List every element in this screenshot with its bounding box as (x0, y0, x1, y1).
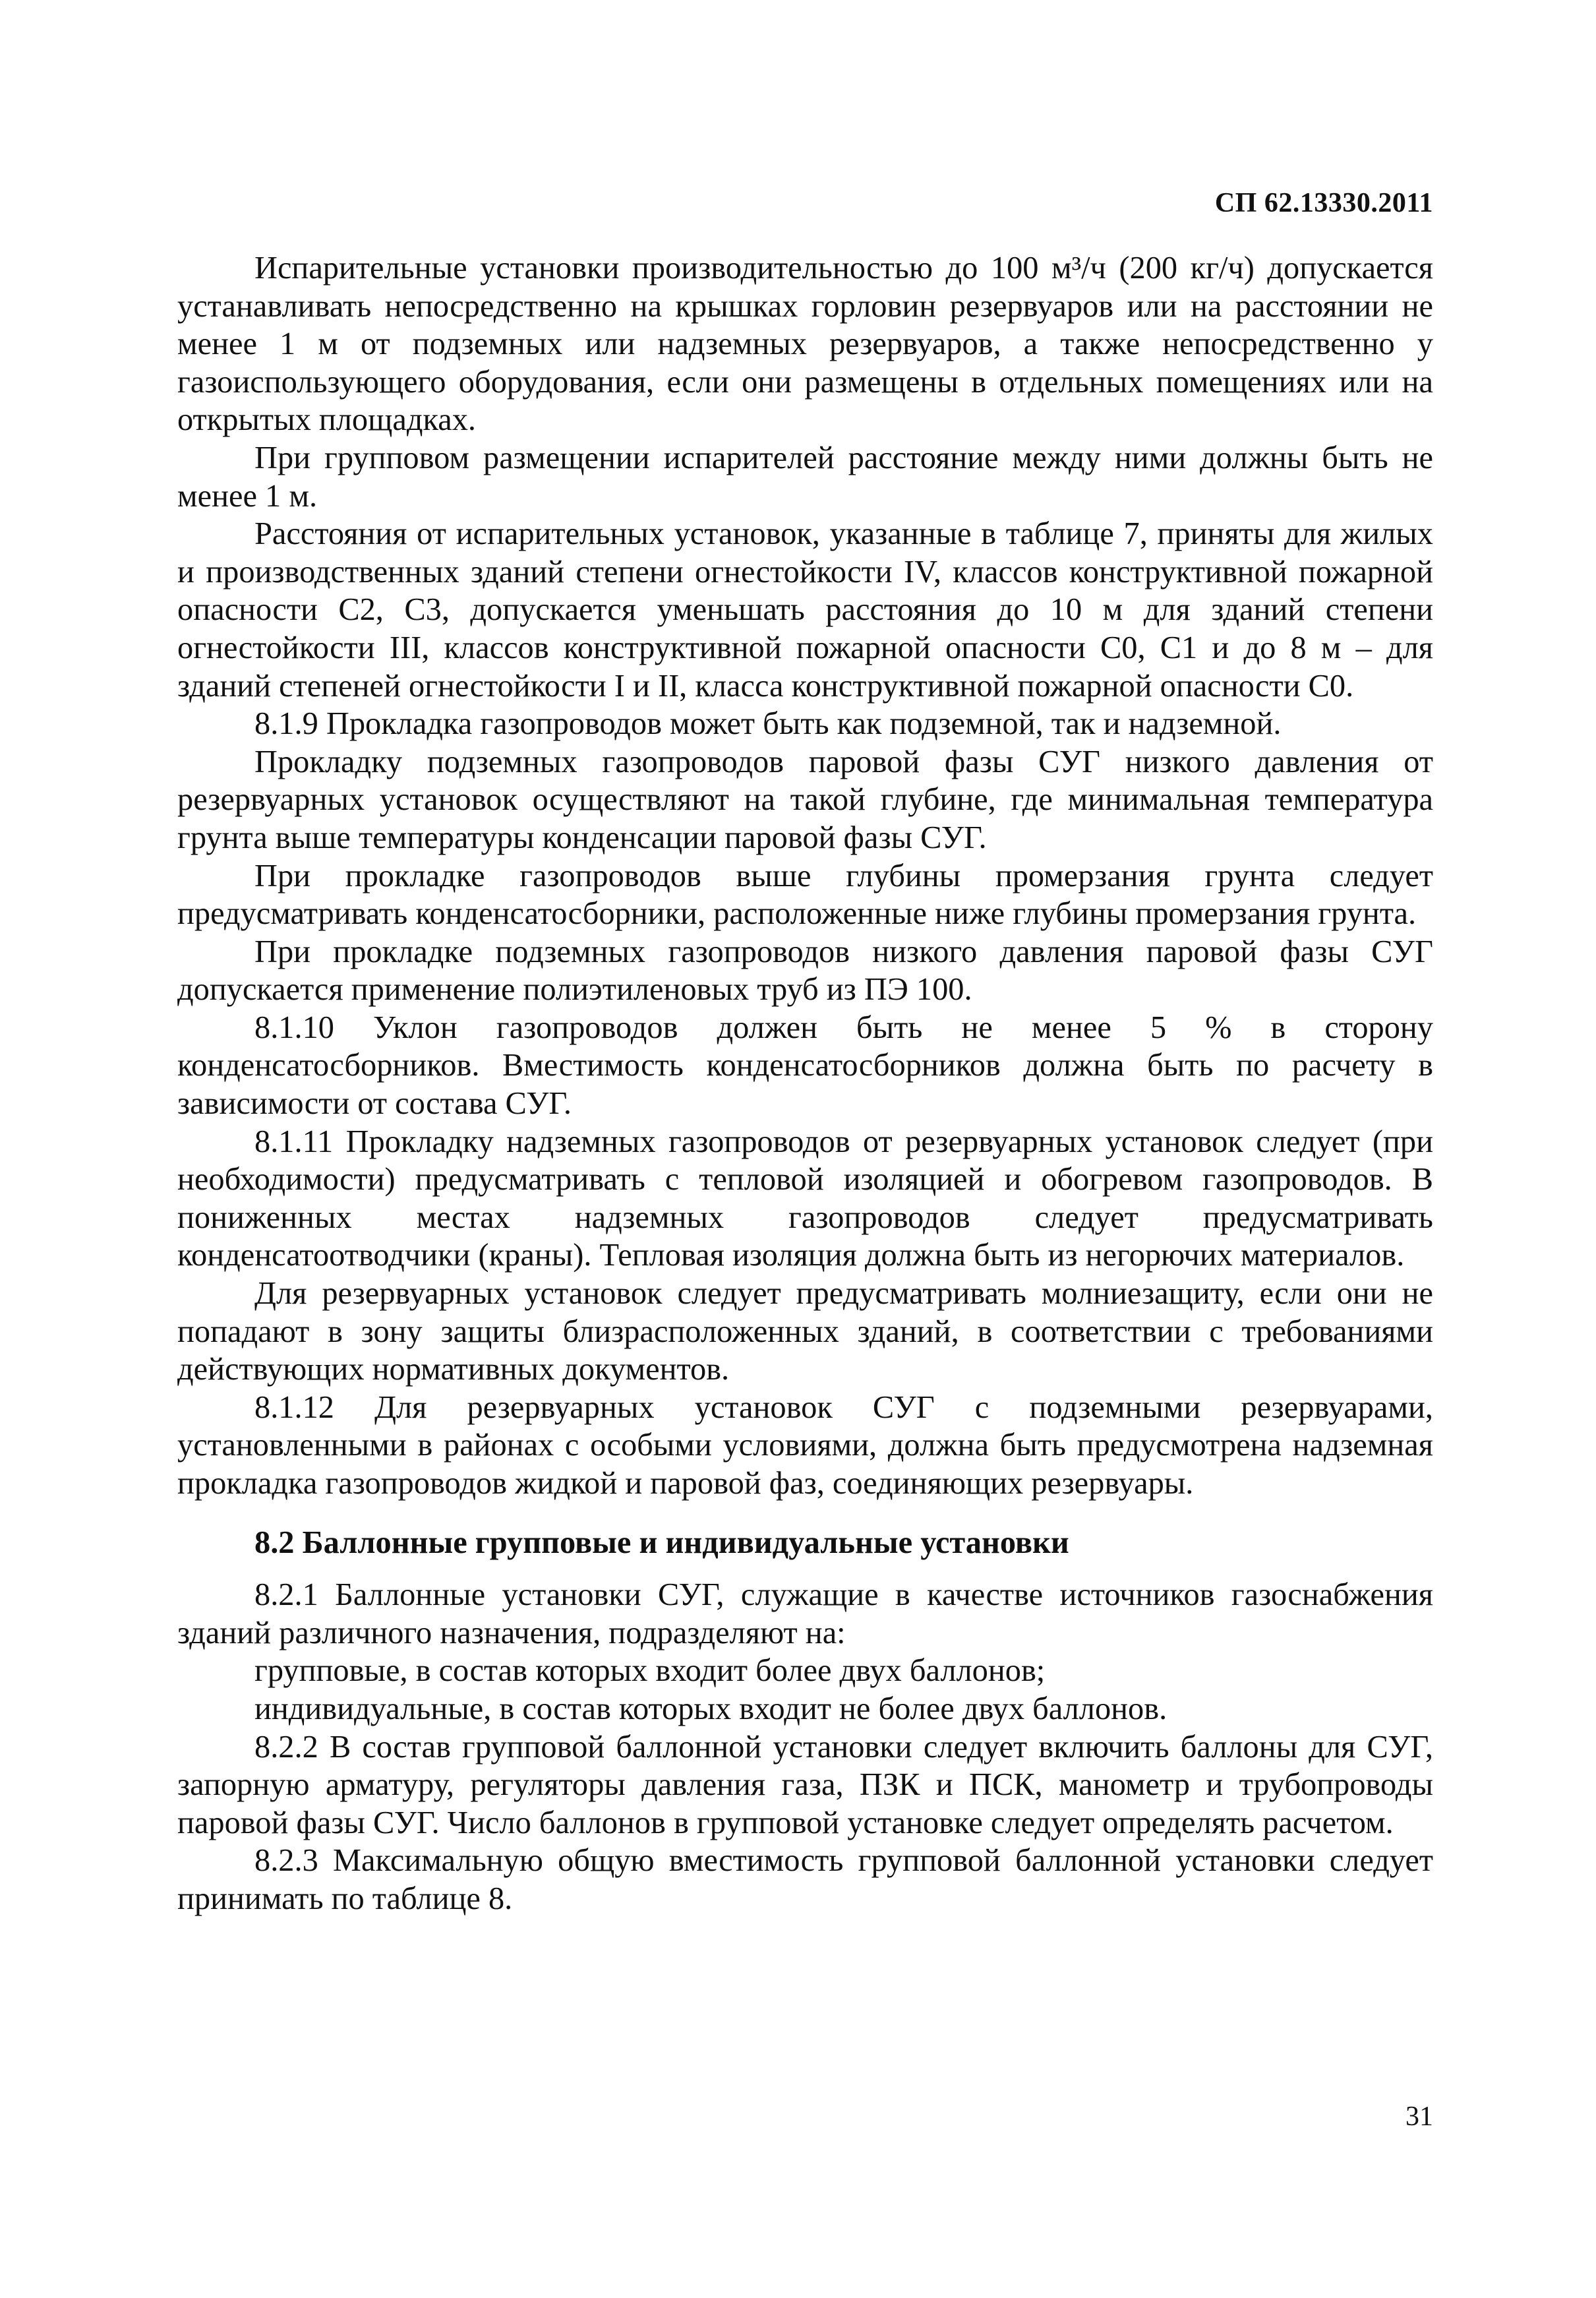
paragraph-condensate-collectors: При прокладке газопроводов выше глубины промерзания грунта следует предусматривать конденсатосборники, расположенные ниже глубины промерзания грунта. (177, 858, 1433, 932)
list-item-individual: индивидуальные, в состав которых входит не более двух баллонов. (254, 1691, 1167, 1726)
paragraph-8-1-10: 8.1.10 Уклон газопроводов должен быть не менее 5 % в сторону конденсатосборников. Вместимость конденсатосборников должна быть по расчету в зависимости от состава СУГ. (177, 1010, 1433, 1122)
paragraph-8-2-3: 8.2.3 Максимальную общую вместимость групповой баллонной установки следует принимать по таблице 8. (177, 1843, 1433, 1916)
paragraph-polyethylene-pipes: При прокладке подземных газопроводов низкого давления паровой фазы СУГ допускается применение полиэтиленовых труб из ПЭ 100. (177, 934, 1433, 1008)
paragraph-8-2-1: 8.2.1 Баллонные установки СУГ, служащие в качестве источников газоснабжения зданий различного назначения, подразделяют на: (177, 1577, 1433, 1650)
paragraph-distances-table7: Расстояния от испарительных установок, указанные в таблице 7, приняты для жилых и производственных зданий степени огнестойкости IV, классов конструктивной пожарной опасности С2, С3, допускается уменьшать расстояния до 10 м для зданий степени огнестойкости III, классов конструктивной пожарной опасности С0, С1 и до 8 м – для зданий степеней огнестойкости I и II, класса конструктивной пожарной опасности С0. (177, 516, 1433, 704)
paragraph-8-2-2: 8.2.2 В состав групповой баллонной установки следует включить баллоны для СУГ, запорную арматуру, регуляторы давления газа, ПЗК и ПСК, манометр и трубопроводы паровой фазы СУГ. Число баллонов в групповой установке следует определять расчетом. (177, 1729, 1433, 1840)
paragraph-8-1-11: 8.1.11 Прокладку надземных газопроводов от резервуарных установок следует (при необходимости) предусматривать с тепловой изоляцией и обогревом газопроводов. В пониженных местах надземных газопроводов следует предусматривать конденсатоотводчики (краны). Тепловая изоляция должна быть из негорючих материалов. (177, 1124, 1433, 1273)
section-heading-8-2: 8.2 Баллонные групповые и индивидуальные установки (254, 1525, 1069, 1560)
body-text (177, 249, 1433, 1918)
page-number: 31 (1405, 2101, 1433, 2132)
paragraph-8-1-9: 8.1.9 Прокладка газопроводов может быть как подземной, так и надземной. (254, 706, 1282, 742)
paragraph-underground-laying: Прокладку подземных газопроводов паровой фазы СУГ низкого давления от резервуарных установок осуществляют на такой глубине, где минимальная температура грунта выше температуры конденсации паровой фазы СУГ. (177, 744, 1433, 855)
paragraph-8-1-12: 8.1.12 Для резервуарных установок СУГ с подземными резервуарами, установленными в районах с особыми условиями, должна быть предусмотрена надземная прокладка газопроводов жидкой и паровой фаз, соединяющих резервуары. (177, 1389, 1433, 1501)
list-item-group: групповые, в состав которых входит более двух баллонов; (254, 1653, 1046, 1689)
paragraph-evaporator-placement: Испарительные установки производительностью до 100 м³/ч (200 кг/ч) допускается устанавливать непосредственно на крышках горловин резервуаров или на расстоянии не менее 1 м от подземных или надземных резервуаров, а также непосредственно у газоиспользующего оборудования, если они размещены в отдельных помещениях или на открытых площадках. (177, 251, 1433, 438)
document-code: СП 62.13330.2011 (1214, 188, 1433, 218)
paragraph-lightning-protection: Для резервуарных установок следует предусматривать молниезащиту, если они не попадают в зону защиты близрасположенных зданий, в соответствии с требованиями действующих нормативных документов. (177, 1276, 1433, 1387)
paragraph-group-distance: При групповом размещении испарителей расстояние между ними должны быть не менее 1 м. (177, 440, 1433, 514)
